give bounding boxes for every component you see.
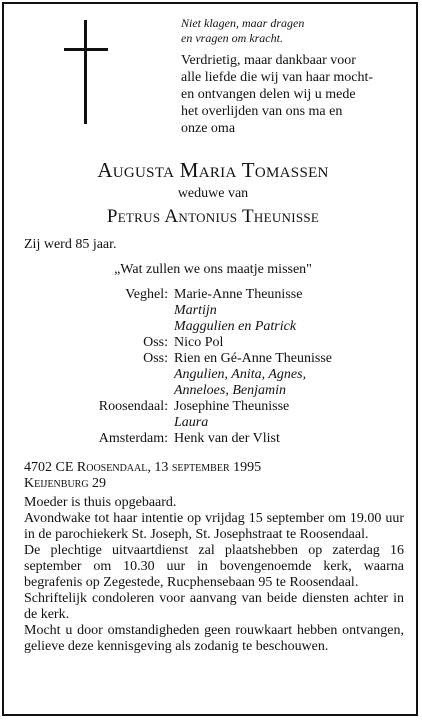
- thanks-line: onze oma: [181, 121, 236, 136]
- family-person: Marie-Anne Theunisse: [174, 287, 303, 302]
- widow-of-label: weduwe van: [177, 186, 249, 201]
- husband-name: Petrus Antonius Theunisse: [106, 206, 320, 227]
- quote: „Wat zullen we ons maatje missen": [114, 262, 312, 277]
- body-paragraph: Avondwake tot haar intentie op vrijdag 15 september om 19.00 uur in de parochiekerk St. Joseph, St. Josephstraat te Roosendaal.: [24, 511, 404, 542]
- family-person: Anneloes, Benjamin: [174, 383, 286, 398]
- family-row: [4, 383, 422, 399]
- family-list: [4, 287, 422, 447]
- family-person: Nico Pol: [174, 335, 224, 350]
- address-line: 4702 CE Roosendaal, 13 september 1995: [24, 460, 262, 475]
- family-person: Angulien, Anita, Agnes,: [174, 367, 307, 382]
- family-place: Oss:: [143, 335, 168, 350]
- motto-line: en vragen om kracht.: [181, 31, 283, 45]
- family-row: [4, 319, 422, 335]
- family-row: [4, 431, 422, 447]
- thanks-line: Verdrietig, maar dankbaar voor: [181, 53, 356, 68]
- thanks-text: [181, 52, 409, 137]
- body-paragraph: Mocht u door omstandigheden geen rouwkaart hebben ontvangen, gelieve deze kennisgeving als zodanig te beschouwen.: [24, 623, 404, 654]
- family-row: [4, 287, 422, 303]
- body-paragraph: Moeder is thuis opgebaard.: [24, 495, 177, 510]
- family-row: [4, 303, 422, 319]
- cross-icon: [84, 20, 87, 124]
- deceased-name: Augusta Maria Tomassen: [97, 158, 329, 182]
- family-row: [4, 367, 422, 383]
- notice-body: [24, 495, 404, 655]
- family-person: Henk van der Vlist: [174, 431, 280, 446]
- address-line: Keijenburg 29: [24, 476, 107, 491]
- family-row: [4, 351, 422, 367]
- body-paragraph: De plechtige uitvaartdienst zal plaatshebben op zaterdag 16 september om 10.30 uur in bovengenoemde kerk, waarna begrafenis op Zegestede, Rucphensebaan 95 te Roosendaal.: [24, 543, 404, 590]
- family-person: Maggulien en Patrick: [174, 319, 297, 334]
- family-place: Roosendaal:: [98, 399, 168, 414]
- family-row: [4, 399, 422, 415]
- motto-line: Niet klagen, maar dragen: [181, 16, 305, 30]
- age-text: Zij werd 85 jaar.: [24, 237, 117, 252]
- family-place: Veghel:: [125, 287, 168, 302]
- thanks-line: en ontvangen delen wij u mede: [181, 87, 356, 102]
- cross-icon-bar: [64, 48, 108, 51]
- body-paragraph: Schriftelijk condoleren voor aanvang van beide diensten achter in de kerk.: [24, 591, 404, 622]
- death-notice-card: [2, 2, 418, 716]
- family-place: Oss:: [143, 351, 168, 366]
- family-person: Martijn: [174, 303, 217, 318]
- family-place: Amsterdam:: [98, 431, 168, 446]
- address: [24, 460, 261, 492]
- motto: [181, 16, 304, 46]
- thanks-line: alle liefde die wij van haar mocht-: [181, 70, 374, 85]
- family-row: [4, 335, 422, 351]
- family-row: [4, 415, 422, 431]
- thanks-line: het overlijden van ons ma en: [181, 104, 343, 119]
- family-person: Josephine Theunisse: [174, 399, 290, 414]
- family-person: Laura: [174, 415, 209, 430]
- family-person: Rien en Gé-Anne Theunisse: [174, 351, 332, 366]
